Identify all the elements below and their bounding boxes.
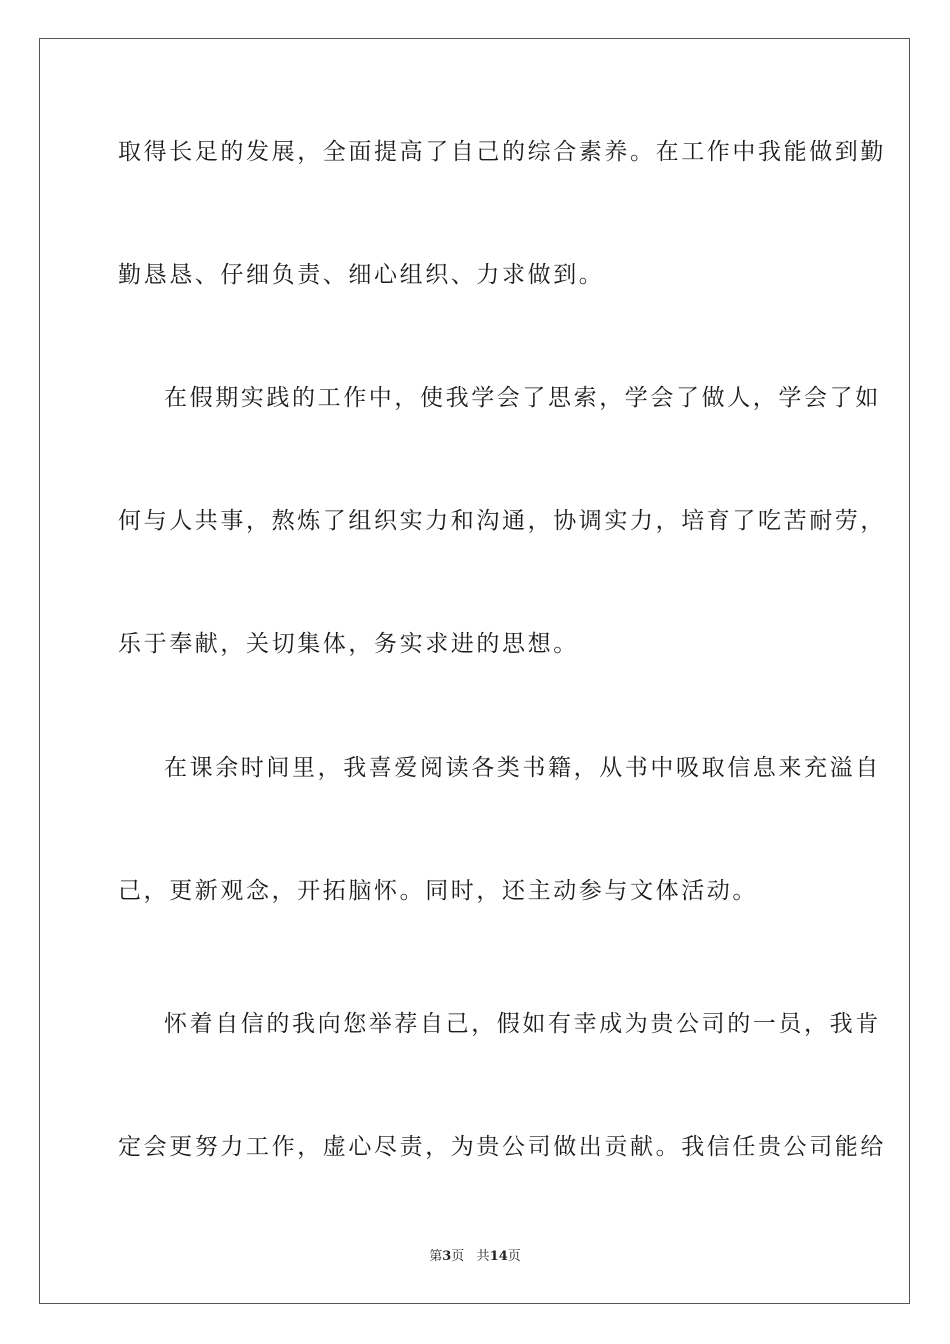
footer-page-suffix: 页 [451,1249,465,1264]
body-line-1: 取得长足的发展，全面提高了自己的综合素养。在工作中我能做到勤 [118,139,886,165]
paragraph-4-line-1: 怀着自信的我向您举荐自己，假如有幸成为贵公司的一员，我肯 [164,1011,881,1037]
footer-total-prefix: 共 [476,1249,490,1264]
paragraph-4-line-2: 定会更努力工作，虚心尽责，为贵公司做出贡献。我信任贵公司能给 [118,1134,886,1160]
body-line-2: 勤恳恳、仔细负责、细心组织、力求做到。 [118,262,605,288]
page-border [39,38,910,1304]
footer-total-pages: 14 [489,1249,508,1264]
footer-page-number: 3 [442,1249,452,1264]
paragraph-2-line-2: 何与人共事，熬炼了组织实力和沟通，协调实力，培育了吃苦耐劳， [118,508,886,534]
paragraph-2-line-3: 乐于奉献，关切集体，务实求进的思想。 [118,631,579,657]
paragraph-3-line-1: 在课余时间里，我喜爱阅读各类书籍，从书中吸取信息来充溢自 [164,755,881,781]
footer-total-suffix: 页 [507,1249,521,1264]
paragraph-2-line-1: 在假期实践的工作中，使我学会了思索，学会了做人，学会了如 [164,385,881,411]
footer-page-prefix: 第 [429,1249,443,1264]
page-footer [0,1248,950,1266]
paragraph-3-line-2: 己，更新观念，开拓脑怀。同时，还主动参与文体活动。 [118,878,758,904]
